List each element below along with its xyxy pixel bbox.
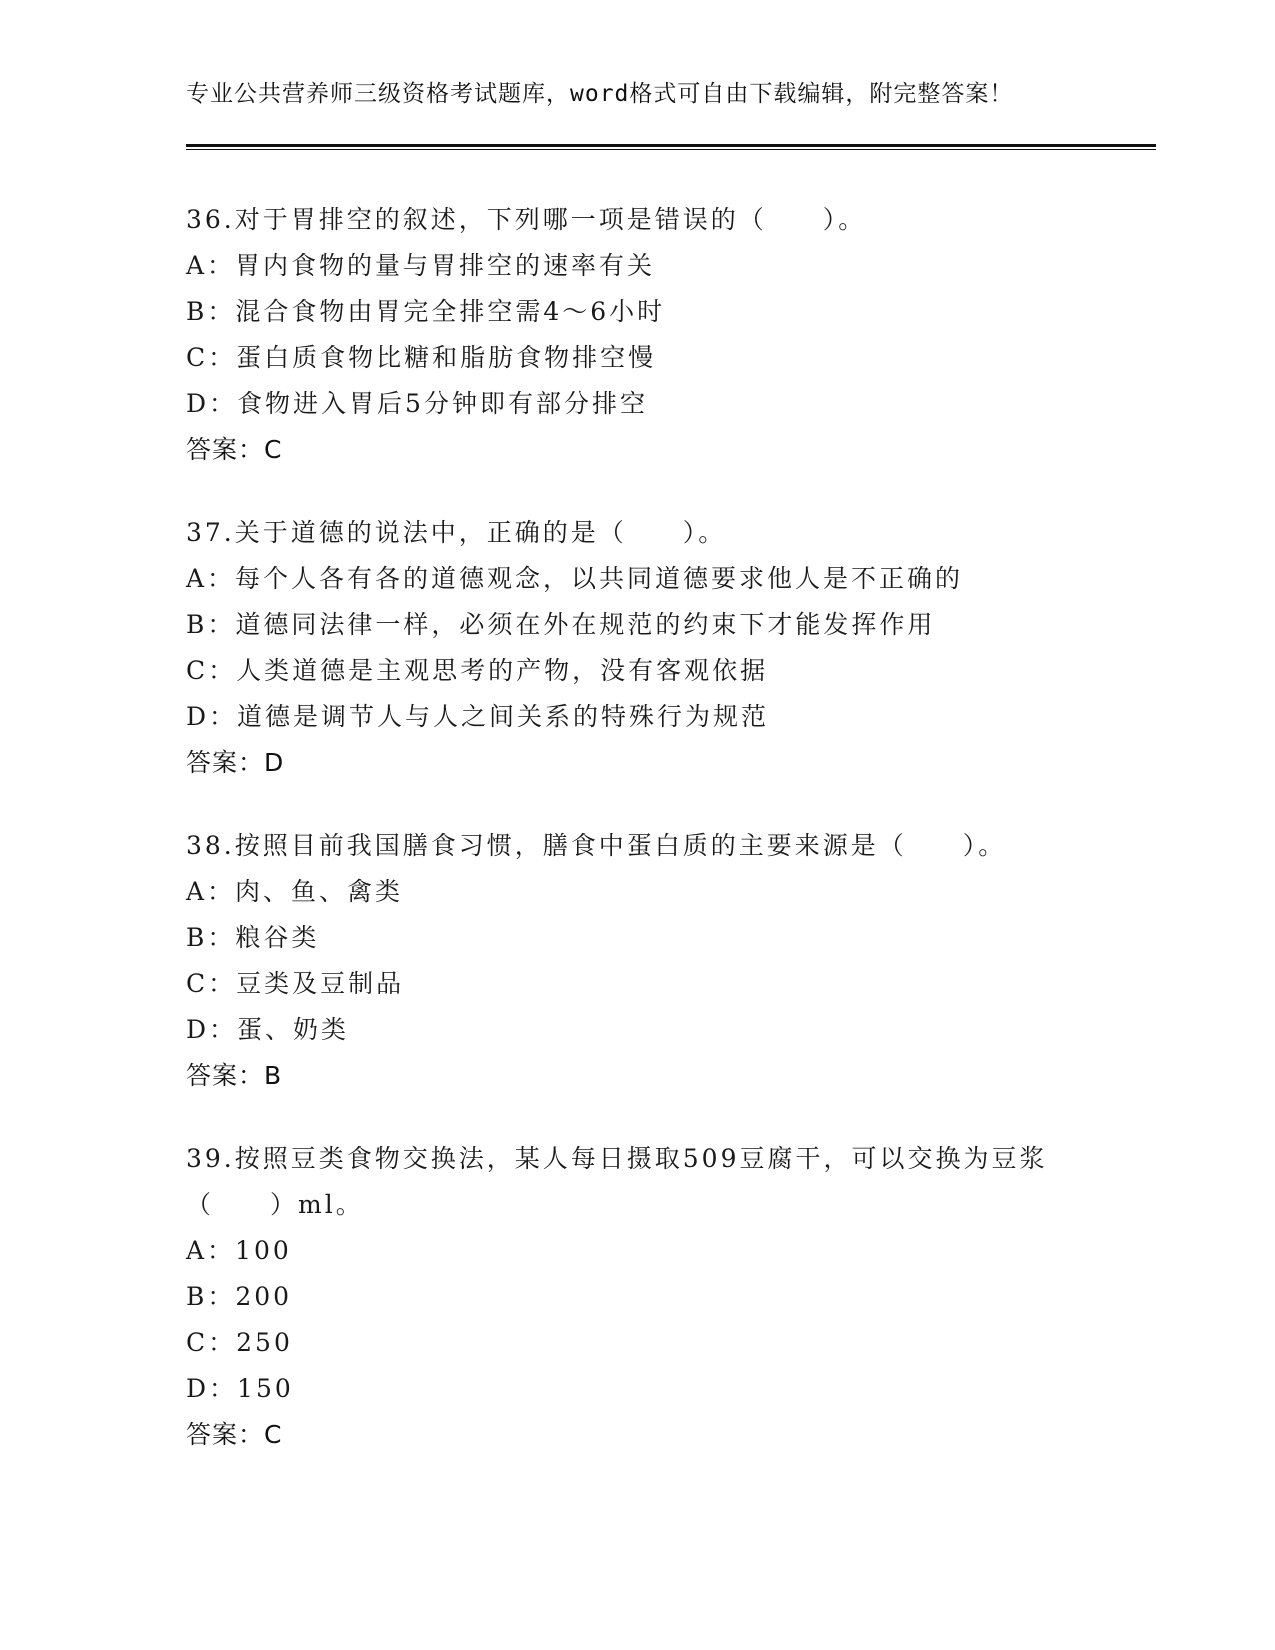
question-39 bbox=[186, 1136, 1086, 1458]
option-a: A：肉、鱼、禽类 bbox=[186, 877, 404, 906]
question-37 bbox=[186, 510, 1086, 786]
question-stem-continued: （ ）ml。 bbox=[186, 1190, 364, 1219]
answer: 答案：B bbox=[186, 1061, 283, 1090]
header-divider-thick bbox=[186, 144, 1156, 147]
header-divider-thin bbox=[186, 149, 1156, 150]
option-b: B：粮谷类 bbox=[186, 923, 320, 952]
option-a: A：胃内食物的量与胃排空的速率有关 bbox=[186, 251, 656, 280]
option-b: B：混合食物由胃完全排空需4～6小时 bbox=[186, 297, 666, 326]
option-b: B：道德同法律一样，必须在外在规范的约束下才能发挥作用 bbox=[186, 610, 936, 639]
answer: 答案：C bbox=[186, 1420, 283, 1449]
option-a: A：每个人各有各的道德观念，以共同道德要求他人是不正确的 bbox=[186, 564, 964, 593]
option-c: C：250 bbox=[186, 1328, 293, 1357]
option-d: D：道德是调节人与人之间关系的特殊行为规范 bbox=[186, 702, 770, 731]
answer: 答案：C bbox=[186, 435, 283, 464]
option-c: C：蛋白质食物比糖和脂肪食物排空慢 bbox=[186, 343, 657, 372]
option-d: D：蛋、奶类 bbox=[186, 1015, 350, 1044]
option-c: C：豆类及豆制品 bbox=[186, 969, 405, 998]
question-stem: 38.按照目前我国膳食习惯，膳食中蛋白质的主要来源是（ ）。 bbox=[186, 831, 1007, 860]
option-a: A：100 bbox=[186, 1236, 292, 1265]
option-d: D：150 bbox=[186, 1374, 294, 1403]
answer: 答案：D bbox=[186, 748, 285, 777]
question-38 bbox=[186, 823, 1086, 1099]
option-d: D：食物进入胃后5分钟即有部分排空 bbox=[186, 389, 648, 418]
question-stem: 39.按照豆类食物交换法，某人每日摄取509豆腐干，可以交换为豆浆 bbox=[186, 1144, 1048, 1173]
question-stem: 37.关于道德的说法中，正确的是（ ）。 bbox=[186, 518, 727, 547]
question-36 bbox=[186, 197, 1086, 473]
question-stem: 36.对于胃排空的叙述，下列哪一项是错误的（ ）。 bbox=[186, 205, 867, 234]
option-b: B：200 bbox=[186, 1282, 293, 1311]
page-header: 专业公共营养师三级资格考试题库，word格式可自由下载编辑，附完整答案！ bbox=[186, 81, 1014, 107]
option-c: C：人类道德是主观思考的产物，没有客观依据 bbox=[186, 656, 769, 685]
